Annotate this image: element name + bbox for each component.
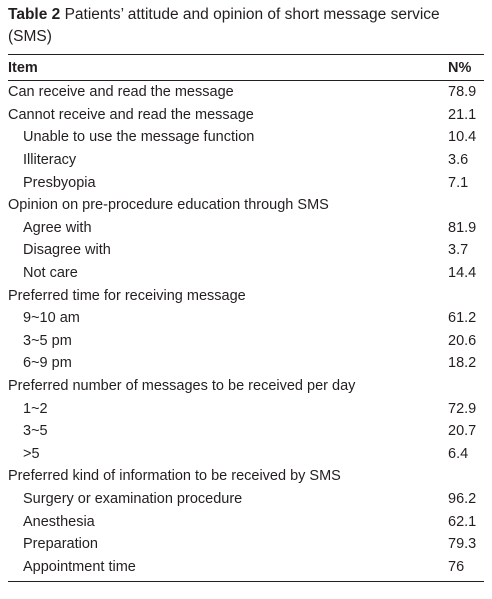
row-item: 1~2 xyxy=(23,400,48,417)
table-caption xyxy=(8,4,484,48)
row-item: Appointment time xyxy=(23,558,136,575)
row-value: 79.3 xyxy=(448,536,477,553)
table-label: Table 2 xyxy=(8,6,61,23)
row-item: 6~9 pm xyxy=(23,355,72,372)
row-item: Cannot receive and read the message xyxy=(8,106,254,123)
row-value: 76 xyxy=(448,558,465,575)
table-row xyxy=(8,217,484,240)
table-caption-text: Patients’ attitude and opinion of short message service (SMS) xyxy=(8,6,440,45)
row-value: 61.2 xyxy=(448,310,477,327)
table-row xyxy=(8,375,484,398)
row-value: 21.1 xyxy=(448,106,477,123)
row-item: Preferred number of messages to be received per day xyxy=(8,378,356,395)
row-value: 7.1 xyxy=(448,174,469,191)
row-item: Not care xyxy=(23,265,78,282)
row-value: 81.9 xyxy=(448,219,477,236)
table-row xyxy=(8,284,484,307)
header-value: N% xyxy=(448,59,472,76)
row-item: Preferred time for receiving message xyxy=(8,287,246,304)
table-row xyxy=(8,465,484,488)
table-row xyxy=(8,171,484,194)
header-item: Item xyxy=(8,59,38,76)
row-item: >5 xyxy=(23,445,40,462)
row-value: 3.6 xyxy=(448,152,469,169)
row-value: 62.1 xyxy=(448,513,477,530)
row-item: 3~5 xyxy=(23,423,48,440)
table-row xyxy=(8,149,484,172)
table-row xyxy=(8,239,484,262)
table-row xyxy=(8,194,484,217)
table-row xyxy=(8,81,484,104)
row-value: 96.2 xyxy=(448,490,477,507)
row-value: 3.7 xyxy=(448,242,469,259)
table-row xyxy=(8,420,484,443)
row-value: 20.6 xyxy=(448,332,477,349)
row-item: Can receive and read the message xyxy=(8,84,234,101)
row-item: Unable to use the message function xyxy=(23,129,255,146)
row-value: 10.4 xyxy=(448,129,477,146)
row-item: Opinion on pre-procedure education through SMS xyxy=(8,197,329,214)
row-item: Anesthesia xyxy=(23,513,95,530)
table-row xyxy=(8,104,484,127)
row-item: Surgery or examination procedure xyxy=(23,490,243,507)
table-row xyxy=(8,555,484,578)
table-body xyxy=(8,81,484,578)
row-item: Preferred kind of information to be received by SMS xyxy=(8,468,341,485)
row-item: Disagree with xyxy=(23,242,111,259)
row-value: 18.2 xyxy=(448,355,477,372)
table-header xyxy=(8,55,484,81)
row-value: 6.4 xyxy=(448,445,469,462)
table-row xyxy=(8,126,484,149)
table-row xyxy=(8,443,484,466)
table-row xyxy=(8,533,484,556)
table-row xyxy=(8,397,484,420)
row-item: Presbyopia xyxy=(23,174,96,191)
table-row xyxy=(8,488,484,511)
table-row xyxy=(8,330,484,353)
table-row xyxy=(8,510,484,533)
table-row xyxy=(8,262,484,285)
table-row xyxy=(8,352,484,375)
row-value: 20.7 xyxy=(448,423,477,440)
row-item: Agree with xyxy=(23,219,92,236)
table-row xyxy=(8,307,484,330)
row-item: 9~10 am xyxy=(23,310,80,327)
row-value: 78.9 xyxy=(448,84,477,101)
row-item: Illiteracy xyxy=(23,152,77,169)
bottom-rule xyxy=(8,581,484,582)
row-value: 14.4 xyxy=(448,265,477,282)
row-item: 3~5 pm xyxy=(23,332,72,349)
row-item: Preparation xyxy=(23,536,98,553)
row-value: 72.9 xyxy=(448,400,477,417)
